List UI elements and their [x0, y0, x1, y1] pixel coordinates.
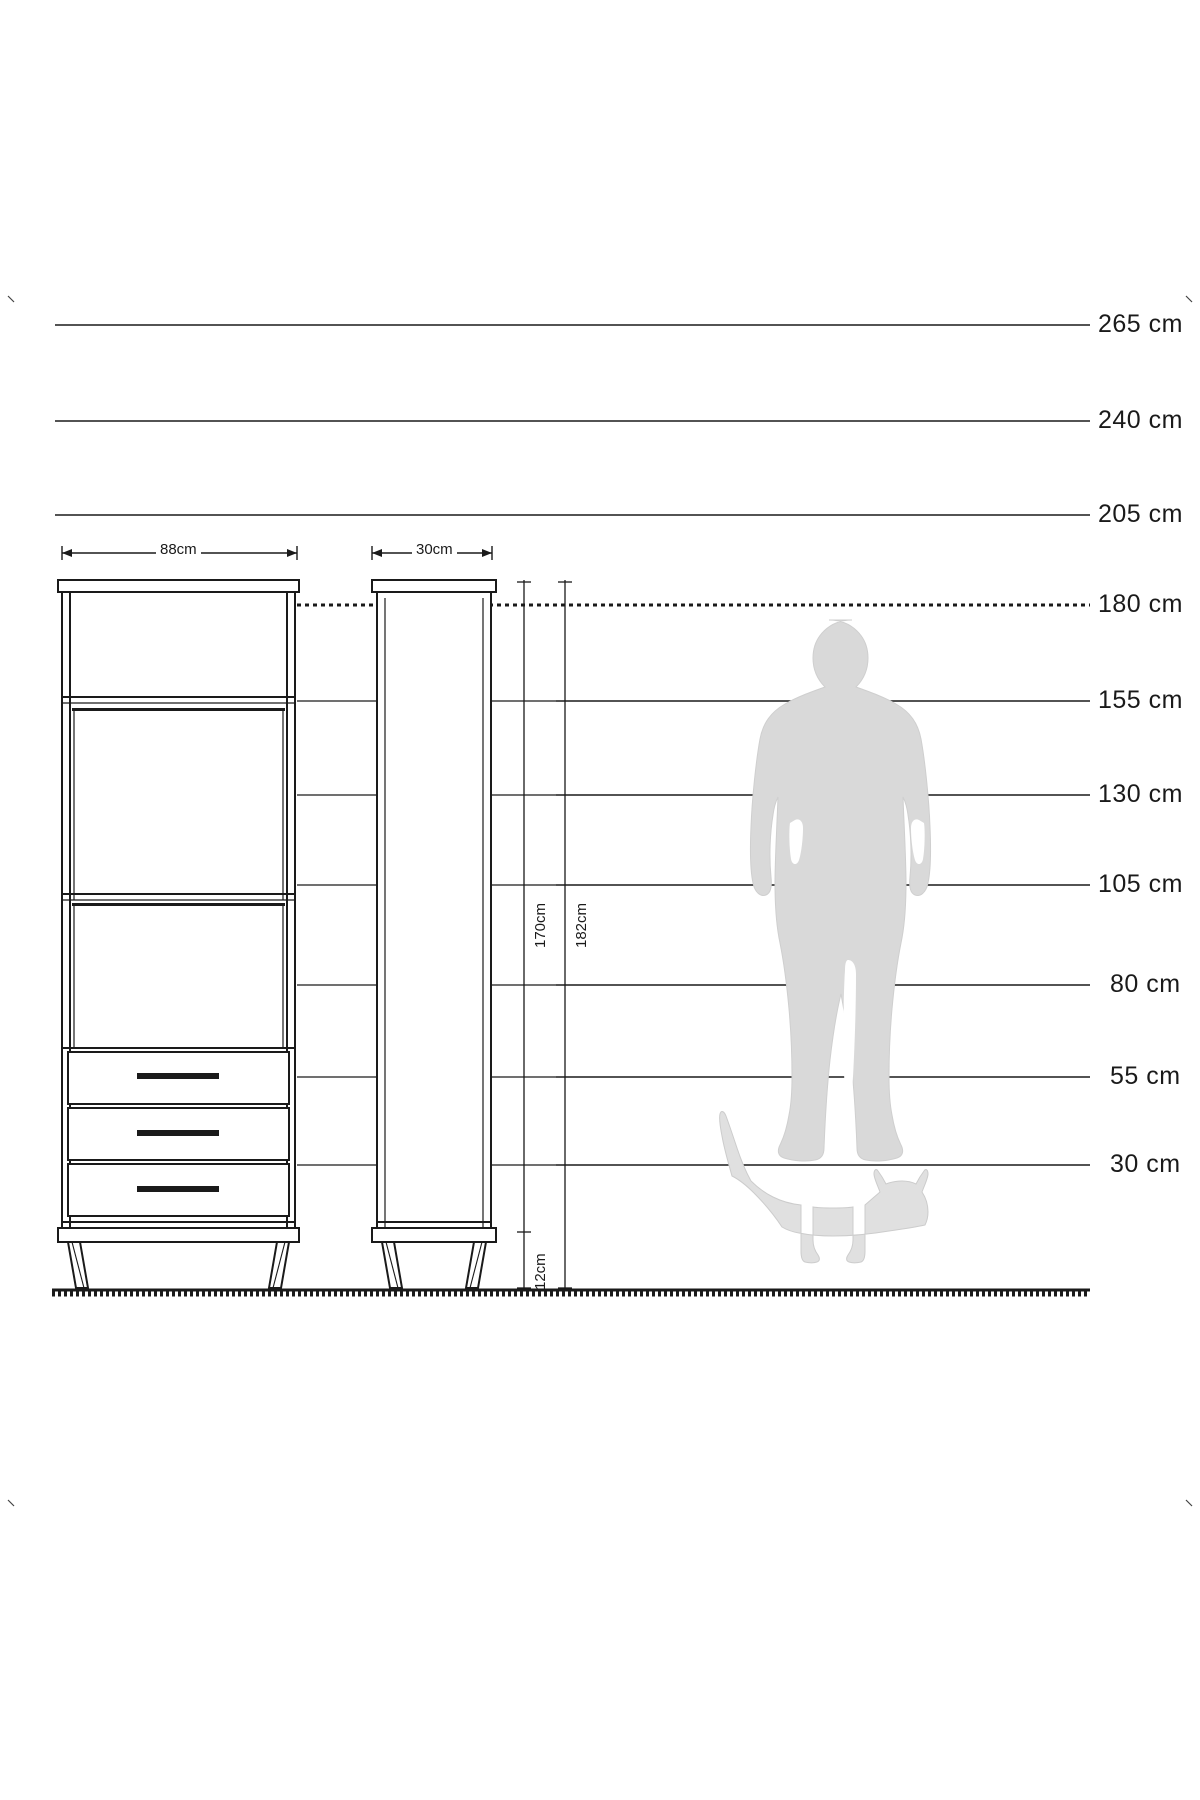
dimension-label-30cm: 30cm	[412, 541, 457, 558]
dimension-label-88cm: 88cm	[156, 541, 201, 558]
scale-label-55: 55 cm	[1110, 1062, 1181, 1090]
scale-label-130: 130 cm	[1098, 780, 1183, 808]
scale-label-205: 205 cm	[1098, 500, 1183, 528]
narrow-cabinet	[372, 580, 496, 1288]
scale-label-180: 180 cm	[1098, 590, 1183, 618]
scale-label-30: 30 cm	[1110, 1150, 1181, 1178]
scale-label-105: 105 cm	[1098, 870, 1183, 898]
scale-label-265: 265 cm	[1098, 310, 1183, 338]
scale-label-155: 155 cm	[1098, 686, 1183, 714]
dimension-label-182cm: 182cm	[573, 902, 590, 948]
scale-label-240: 240 cm	[1098, 406, 1183, 434]
tall-cabinet	[58, 580, 299, 1288]
scale-label-80: 80 cm	[1110, 970, 1181, 998]
dimension-label-170cm: 170cm	[532, 902, 549, 948]
dimension-label-12cm: 12cm	[532, 1253, 549, 1290]
